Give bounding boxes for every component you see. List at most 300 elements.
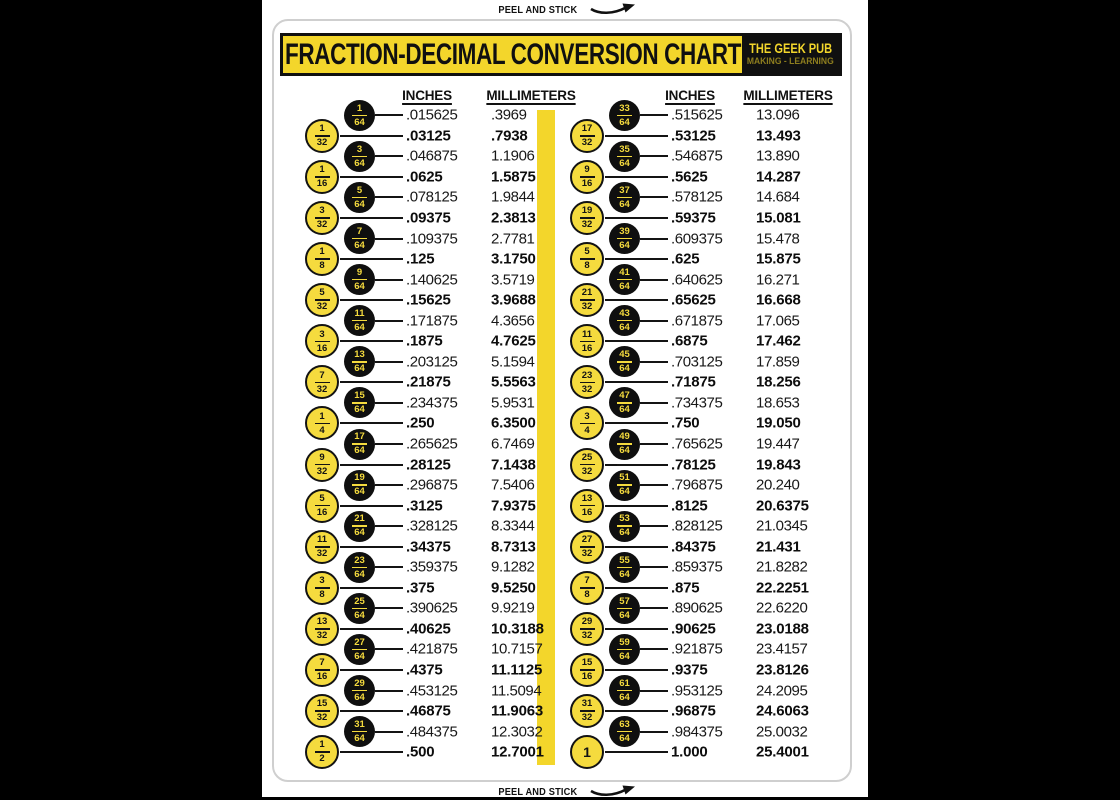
inches-value: .015625 [406,106,458,124]
fraction-denominator: 64 [354,239,365,251]
leader-line [605,381,668,383]
fraction-numerator: 7 [319,657,325,669]
leader-line [640,155,668,157]
millimeters-value: 22.6220 [756,599,808,617]
fraction-numerator: 47 [619,390,630,402]
millimeters-value: 11.5094 [491,682,542,700]
fraction-numerator: 57 [619,595,630,607]
fraction-denominator: 16 [581,178,593,190]
leader-line [340,546,403,548]
inches-value: .90625 [671,620,716,638]
fraction-denominator: 4 [319,424,325,436]
millimeters-value: 1.5875 [491,168,536,186]
millimeters-value: 2.3813 [491,209,536,227]
fraction-denominator: 64 [354,116,365,128]
millimeters-value: 15.478 [756,230,800,248]
leader-line [640,648,668,650]
inches-value: .15625 [406,291,451,309]
fraction-numerator: 1 [319,410,325,422]
fraction-numerator: 7 [319,369,325,381]
fraction-denominator: 64 [354,691,365,703]
fraction-numerator: 17 [581,123,593,135]
fraction-denominator: 4 [584,424,590,436]
leader-line [340,422,403,424]
fraction-numerator: 5 [319,287,325,299]
fraction-bar [617,608,632,610]
table-row [300,328,558,354]
table-row [565,390,823,416]
fraction-numerator: 11 [316,534,328,545]
fraction-denominator: 8 [584,260,590,272]
fraction-numerator: 21 [581,287,593,299]
fraction-circle [305,530,339,564]
inches-value: .500 [406,743,435,761]
fraction-circle [609,470,640,501]
leader-line [375,320,403,322]
inches-value: .71875 [671,373,716,391]
fraction-denominator: 64 [619,527,630,539]
millimeters-value: 1.1906 [491,147,535,165]
peel-strip-top [262,2,868,17]
table-row [300,390,558,416]
leader-line [340,751,403,753]
fraction-denominator: 64 [619,650,630,662]
fraction-bar [352,649,367,651]
millimeters-value: 18.653 [756,394,800,412]
inches-header-right: INCHES [665,88,715,103]
leader-line [340,135,403,137]
fraction-numerator: 19 [581,205,593,217]
leader-line [605,422,668,424]
inches-value: .765625 [671,435,723,453]
fraction-circle [344,675,375,706]
table-row [565,102,823,128]
millimeters-value: 20.6375 [756,497,809,515]
fraction-bar [617,115,632,117]
fraction-numerator: 1 [356,102,363,114]
fraction-numerator: 3 [319,205,325,217]
inches-value: .140625 [406,271,458,289]
inches-value: .96875 [671,702,716,720]
inches-value: .546875 [671,147,723,165]
fraction-numerator: 3 [319,575,325,587]
fraction-numerator: 17 [354,431,365,443]
millimeters-value: 14.287 [756,168,801,186]
millimeters-value: 12.7001 [491,743,544,761]
fraction-circle [570,612,604,646]
fraction-denominator: 64 [354,568,365,580]
fraction-circle [609,223,640,254]
inches-value: .890625 [671,599,723,617]
fraction-denominator: 16 [581,342,593,354]
table-row [300,102,558,128]
table-row [300,472,558,498]
fraction-bar [580,341,595,343]
table-row [300,575,558,601]
fraction-numerator: 5 [319,492,325,504]
fraction-numerator: 15 [316,698,328,710]
leader-line [375,114,403,116]
fraction-denominator: 16 [316,671,328,683]
fraction-circle [305,160,339,194]
millimeters-value: 23.4157 [756,640,808,658]
millimeters-value: 3.5719 [491,271,535,289]
leader-line [605,258,668,260]
millimeters-value: 9.5250 [491,579,536,597]
fraction-numerator: 27 [354,636,365,648]
millimeters-value: 24.6063 [756,702,809,720]
fraction-circle [344,223,375,254]
fraction-circle [570,571,604,605]
fraction-numerator: 1 [319,246,325,258]
table-row [565,698,823,724]
fraction-circle [570,694,604,728]
leader-line [340,381,403,383]
millimeters-value: 25.4001 [756,743,809,761]
fraction-circle [305,571,339,605]
leader-line [640,238,668,240]
fraction-denominator: 64 [354,445,365,457]
millimeters-value: 23.8126 [756,661,809,679]
inches-value: .265625 [406,435,458,453]
fraction-denominator: 64 [354,527,365,539]
leader-line [605,505,668,507]
inches-value: .78125 [671,456,716,474]
leader-line [375,731,403,733]
inches-value: .953125 [671,682,723,700]
fraction-denominator: 64 [619,198,630,210]
millimeters-value: 12.3032 [491,723,543,741]
millimeters-value: 8.7313 [491,538,536,556]
fraction-circle [305,242,339,276]
fraction-circle [570,160,604,194]
peel-label-top: PEEL AND STICK [498,3,578,16]
leader-line [640,196,668,198]
fraction-circle [609,634,640,665]
leader-line [340,587,403,589]
leader-line [375,402,403,404]
millimeters-value: 19.447 [756,435,800,453]
fraction-circle [609,593,640,624]
inches-value: .484375 [406,723,458,741]
peel-arrow-icon [589,784,637,799]
millimeters-value: 4.7625 [491,332,536,350]
fraction-denominator: 64 [619,486,630,498]
inches-value: .65625 [671,291,716,309]
fraction-circle [344,182,375,213]
leader-line [340,176,403,178]
fraction-numerator: 53 [619,513,630,525]
fraction-circle: 1 [570,735,604,769]
inches-value: 1.000 [671,743,708,761]
fraction-circle [305,201,339,235]
inches-value: .09375 [406,209,451,227]
fraction-numerator: 43 [619,307,630,319]
fraction-circle [344,716,375,747]
fraction-numerator: 55 [619,554,630,566]
inches-value: .9375 [671,661,708,679]
inches-value: .0625 [406,168,443,186]
fraction-bar [352,115,367,117]
fraction-denominator: 64 [619,609,630,621]
millimeters-value: 10.7157 [491,640,543,658]
fraction-bar [352,197,367,199]
fraction-circle [305,653,339,687]
leader-line [640,731,668,733]
fraction-denominator: 32 [316,137,328,149]
inches-value: .296875 [406,476,458,494]
fraction-bar [352,156,367,158]
fraction-bar [617,649,632,651]
inches-value: .609375 [671,230,723,248]
fraction-numerator: 49 [619,431,630,443]
millimeters-value: 15.081 [756,209,801,227]
inches-value: .21875 [406,373,451,391]
millimeters-value: 4.3656 [491,312,535,330]
leader-line [340,299,403,301]
table-row [300,739,558,765]
leader-line [340,464,403,466]
leader-line [605,217,668,219]
fraction-denominator: 16 [316,342,328,354]
table-row [300,513,558,539]
fraction-denominator: 32 [316,548,328,559]
fraction-circle [305,489,339,523]
fraction-denominator: 32 [316,630,328,642]
fraction-numerator: 5 [356,184,363,196]
fraction-denominator: 8 [584,589,590,601]
fraction-denominator: 64 [619,732,630,744]
millimeters-value: 10.3188 [491,620,544,638]
fraction-numerator: 9 [356,266,363,278]
table-row [300,123,558,149]
millimeters-value: 21.431 [756,538,801,556]
millimeters-value: 2.7781 [491,230,535,248]
fraction-circle [570,489,604,523]
fraction-denominator: 32 [316,301,328,313]
sticker-page [262,0,868,797]
inches-value: .640625 [671,271,723,289]
leader-line [375,443,403,445]
fraction-numerator: 41 [619,266,630,278]
inches-value: .328125 [406,517,458,535]
fraction-denominator: 32 [581,465,593,477]
inches-value: .203125 [406,353,458,371]
inches-value: .359375 [406,558,458,576]
fraction-circle [344,100,375,131]
inches-value: .5625 [671,168,708,186]
fraction-numerator: 33 [619,102,630,114]
fraction-denominator: 64 [619,404,630,416]
fraction-circle [609,141,640,172]
inches-value: .34375 [406,538,451,556]
inches-value: .234375 [406,394,458,412]
fraction-numerator: 23 [581,369,593,381]
fraction-denominator: 32 [581,712,593,724]
fraction-circle [344,593,375,624]
fraction-numerator: 1 [319,164,325,176]
fraction-bar [617,197,632,199]
fraction-numerator: 7 [356,225,363,237]
inches-value: .28125 [406,456,451,474]
inches-value: .03125 [406,127,451,145]
fraction-denominator: 32 [581,219,593,231]
fraction-denominator: 64 [354,609,365,621]
fraction-denominator: 32 [581,137,593,149]
fraction-circle [344,141,375,172]
millimeters-value: 21.0345 [756,517,808,535]
fraction-denominator: 64 [619,321,630,333]
fraction-denominator: 64 [619,239,630,251]
fraction-denominator: 8 [319,260,325,272]
inches-value: .921875 [671,640,723,658]
leader-line [375,361,403,363]
millimeters-value: 5.5563 [491,373,536,391]
fraction-numerator: 29 [581,616,593,628]
fraction-denominator: 16 [316,506,328,518]
millimeters-value: 17.859 [756,353,800,371]
leader-line [375,690,403,692]
table-row [565,266,823,292]
fraction-circle [305,694,339,728]
leader-line [640,402,668,404]
fraction-denominator: 16 [316,178,328,190]
millimeters-value: 13.890 [756,147,800,165]
millimeters-header-right: MILLIMETERS [743,88,833,103]
fraction-circle [344,634,375,665]
leader-line [640,690,668,692]
fraction-denominator: 64 [354,486,365,498]
fraction-bar [617,156,632,158]
leader-line [640,114,668,116]
fraction-denominator: 64 [619,280,630,292]
table-row [565,328,823,354]
leader-line [605,628,668,630]
fraction-denominator: 64 [354,650,365,662]
brand-name: THE GEEK PUB [748,40,833,56]
leader-line [605,176,668,178]
table-row [300,431,558,457]
millimeters-value: .3969 [491,106,527,124]
brand-tagline: MAKING - LEARNING [747,55,834,67]
leader-line [340,505,403,507]
inches-value: .828125 [671,517,723,535]
millimeters-value: 9.1282 [491,558,535,576]
inches-value: .3125 [406,497,443,515]
fraction-numerator: 11 [581,328,593,340]
inches-value: .046875 [406,147,458,165]
fraction-numerator: 59 [619,636,630,648]
table-row [565,554,823,580]
millimeters-value: .7938 [491,127,528,145]
peel-strip-bottom [262,784,868,799]
leader-line [605,464,668,466]
table-row [300,205,558,231]
millimeters-value: 5.9531 [491,394,535,412]
leader-line [605,751,668,753]
fraction-bar [617,567,632,569]
inches-value: .390625 [406,599,458,617]
inches-value: .984375 [671,723,723,741]
fraction-denominator: 64 [354,157,365,169]
fraction-denominator: 16 [581,506,593,518]
fraction-numerator: 21 [354,513,365,525]
millimeters-value: 17.065 [756,312,800,330]
leader-line [375,525,403,527]
fraction-denominator: 32 [316,465,328,477]
inches-value: .734375 [671,394,723,412]
fraction-denominator: 32 [581,301,593,313]
table-row [565,513,823,539]
millimeters-value: 18.256 [756,373,801,391]
fraction-circle [609,675,640,706]
leader-line [375,279,403,281]
fraction-numerator: 13 [316,616,328,628]
fraction-numerator: 13 [581,492,593,504]
right-column [565,102,823,763]
inches-value: .8125 [671,497,708,515]
table-row [565,431,823,457]
fraction-numerator: 15 [354,390,365,402]
fraction-denominator: 16 [581,671,593,683]
page-title: FRACTION-DECIMAL CONVERSION CHART [284,37,741,71]
table-row [300,718,558,744]
leader-line [375,484,403,486]
fraction-denominator: 32 [581,548,593,559]
millimeters-value: 13.096 [756,106,800,124]
leader-line [340,258,403,260]
fraction-denominator: 64 [354,280,365,292]
fraction-numerator: 3 [319,328,325,340]
inches-value: .171875 [406,312,458,330]
leader-line [375,155,403,157]
leader-line [640,566,668,568]
table-row [565,742,823,763]
inches-value: .125 [406,250,435,268]
fraction-circle [609,552,640,583]
inches-value: .875 [671,579,700,597]
millimeters-value: 1.9844 [491,188,535,206]
fraction-numerator: 27 [581,534,593,545]
fraction-circle [344,552,375,583]
fraction-numerator: 13 [354,349,365,361]
fraction-denominator: 64 [354,732,365,744]
table-row [300,554,558,580]
title-wrap [283,36,742,73]
leader-line [340,628,403,630]
inches-value: .375 [406,579,435,597]
peel-label-bottom: PEEL AND STICK [498,785,578,798]
fraction-denominator: 32 [316,383,328,395]
fraction-denominator: 8 [319,589,325,601]
fraction-bar [315,341,330,343]
millimeters-value: 20.240 [756,476,800,494]
fraction-denominator: 64 [354,198,365,210]
fraction-bar [315,382,330,384]
inches-value: .46875 [406,702,451,720]
fraction-numerator: 31 [581,698,593,710]
fraction-circle [305,119,339,153]
fraction-numerator: 23 [354,554,365,566]
inches-value: .6875 [671,332,708,350]
inches-value: .078125 [406,188,458,206]
fraction-circle [570,283,604,317]
table-row [300,164,558,190]
table-row [565,718,823,744]
millimeters-value: 7.9375 [491,497,536,515]
table-row [565,677,823,703]
millimeters-value: 5.1594 [491,353,535,371]
